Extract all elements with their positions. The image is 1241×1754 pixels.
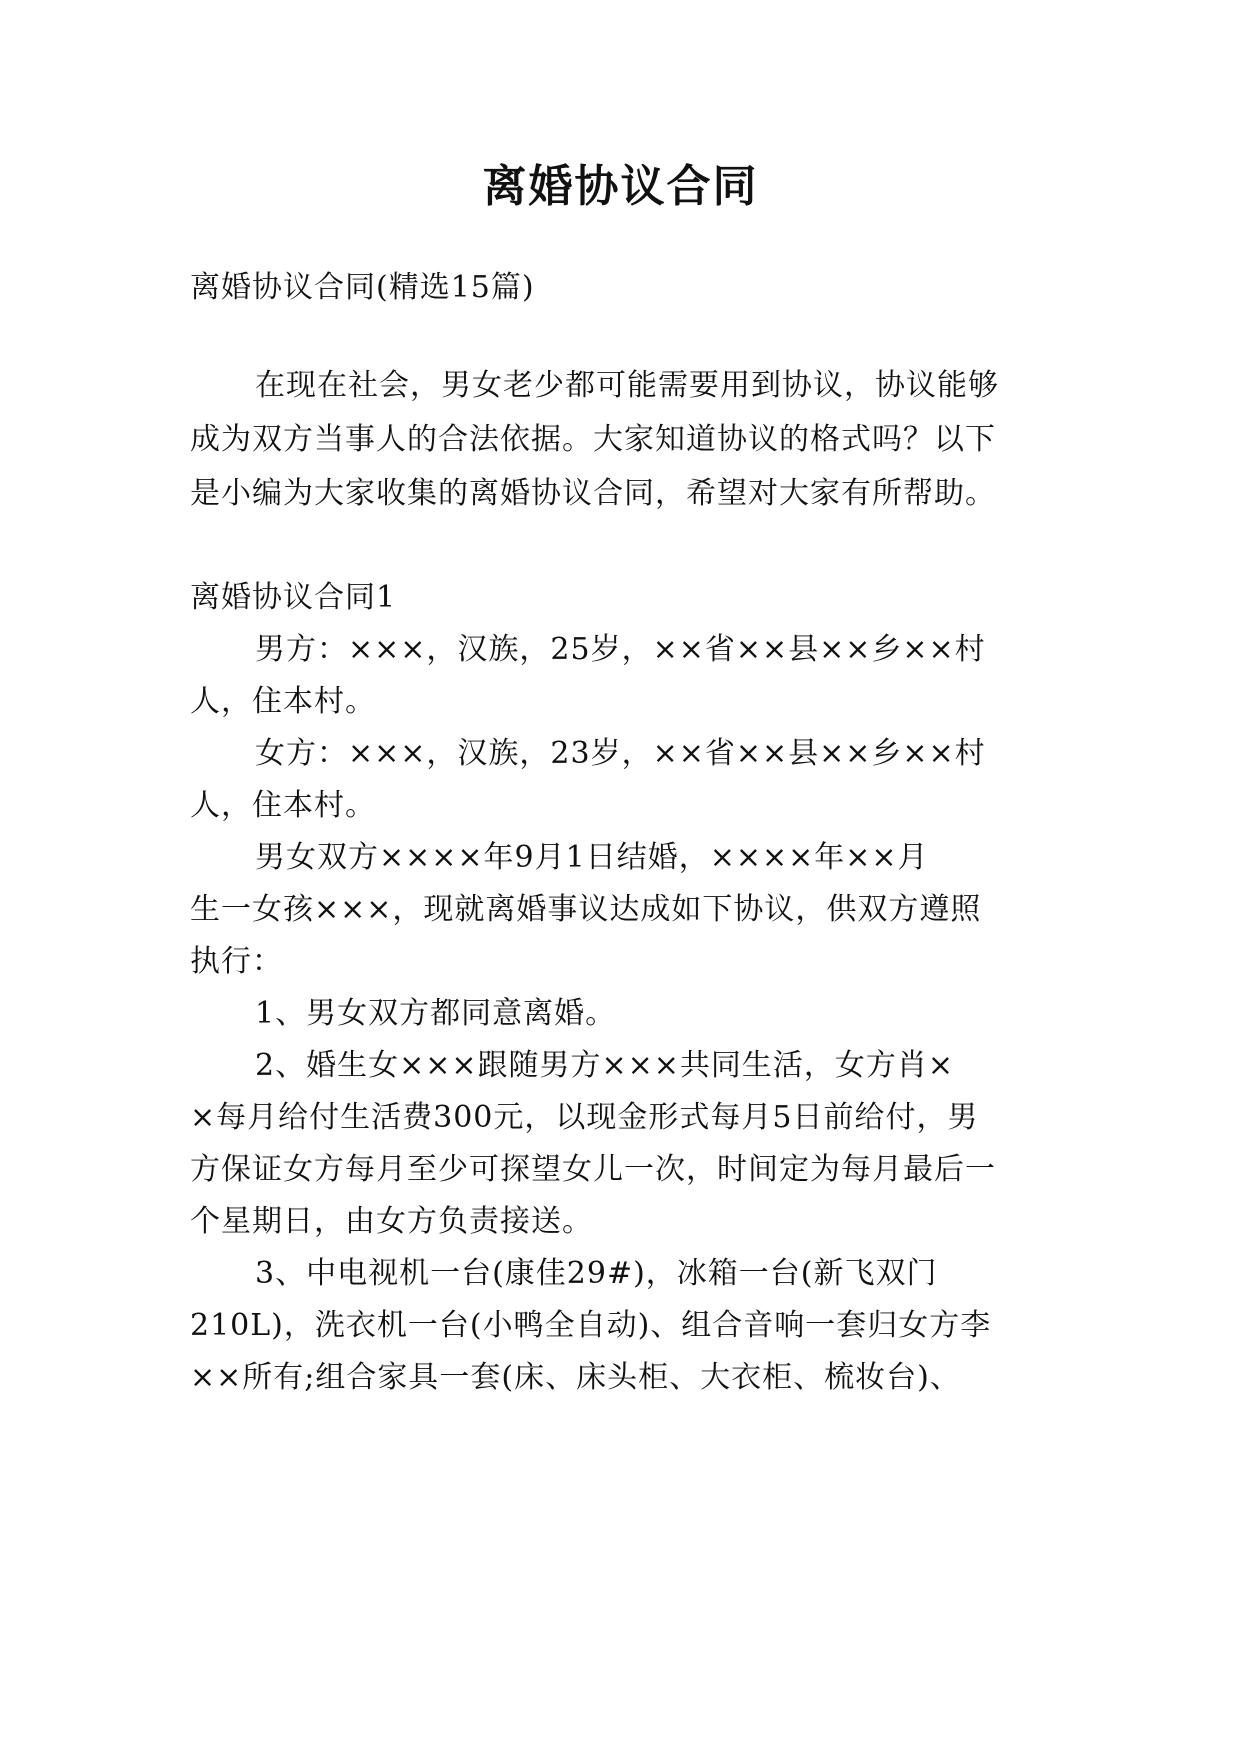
body-line-9: 2、婚生女×××跟随男方×××共同生活，女方肖× (255, 1048, 955, 1083)
document-subtitle: 离婚协议合同(精选15篇) (190, 270, 535, 305)
body-line-6: 生一女孩×××，现就离婚事议达成如下协议，供双方遵照 (190, 892, 982, 927)
body-line-11: 方保证女方每月至少可探望女儿一次，时间定为每月最后一 (190, 1152, 996, 1187)
body-line-10: ×每月给付生活费300元，以现金形式每月5日前给付，男 (190, 1100, 979, 1135)
body-line-5: 男女双方××××年9月1日结婚，××××年××月 (255, 840, 929, 875)
document-title: 离婚协议合同 (482, 161, 759, 212)
body-line-8: 1、男女双方都同意离婚。 (255, 996, 617, 1031)
body-line-13: 3、中电视机一台(康佳29#)，冰箱一台(新飞双门 (255, 1256, 938, 1291)
body-line-4: 人，住本村。 (190, 788, 376, 823)
body-line-1: 男方：×××，汉族，25岁，××省××县××乡××村 (255, 632, 986, 667)
body-line-3: 女方：×××，汉族，23岁，××省××县××乡××村 (255, 736, 986, 771)
section-heading: 离婚协议合同1 (190, 580, 397, 615)
body-line-7: 执行： (190, 944, 283, 979)
intro-line-3: 是小编为大家收集的离婚协议合同，希望对大家有所帮助。 (190, 476, 996, 511)
intro-line-2: 成为双方当事人的合法依据。大家知道协议的格式吗？以下 (190, 422, 996, 457)
body-line-14: 210L)，洗衣机一台(小鸭全自动)、组合音响一套归女方李 (190, 1308, 992, 1343)
intro-line-1: 在现在社会，男女老少都可能需要用到协议，协议能够 (255, 368, 999, 403)
body-line-2: 人，住本村。 (190, 684, 376, 719)
body-line-12: 个星期日，由女方负责接送。 (190, 1204, 593, 1239)
body-line-15: ××所有;组合家具一套(床、床头柜、大衣柜、梳妆台)、 (190, 1360, 961, 1395)
